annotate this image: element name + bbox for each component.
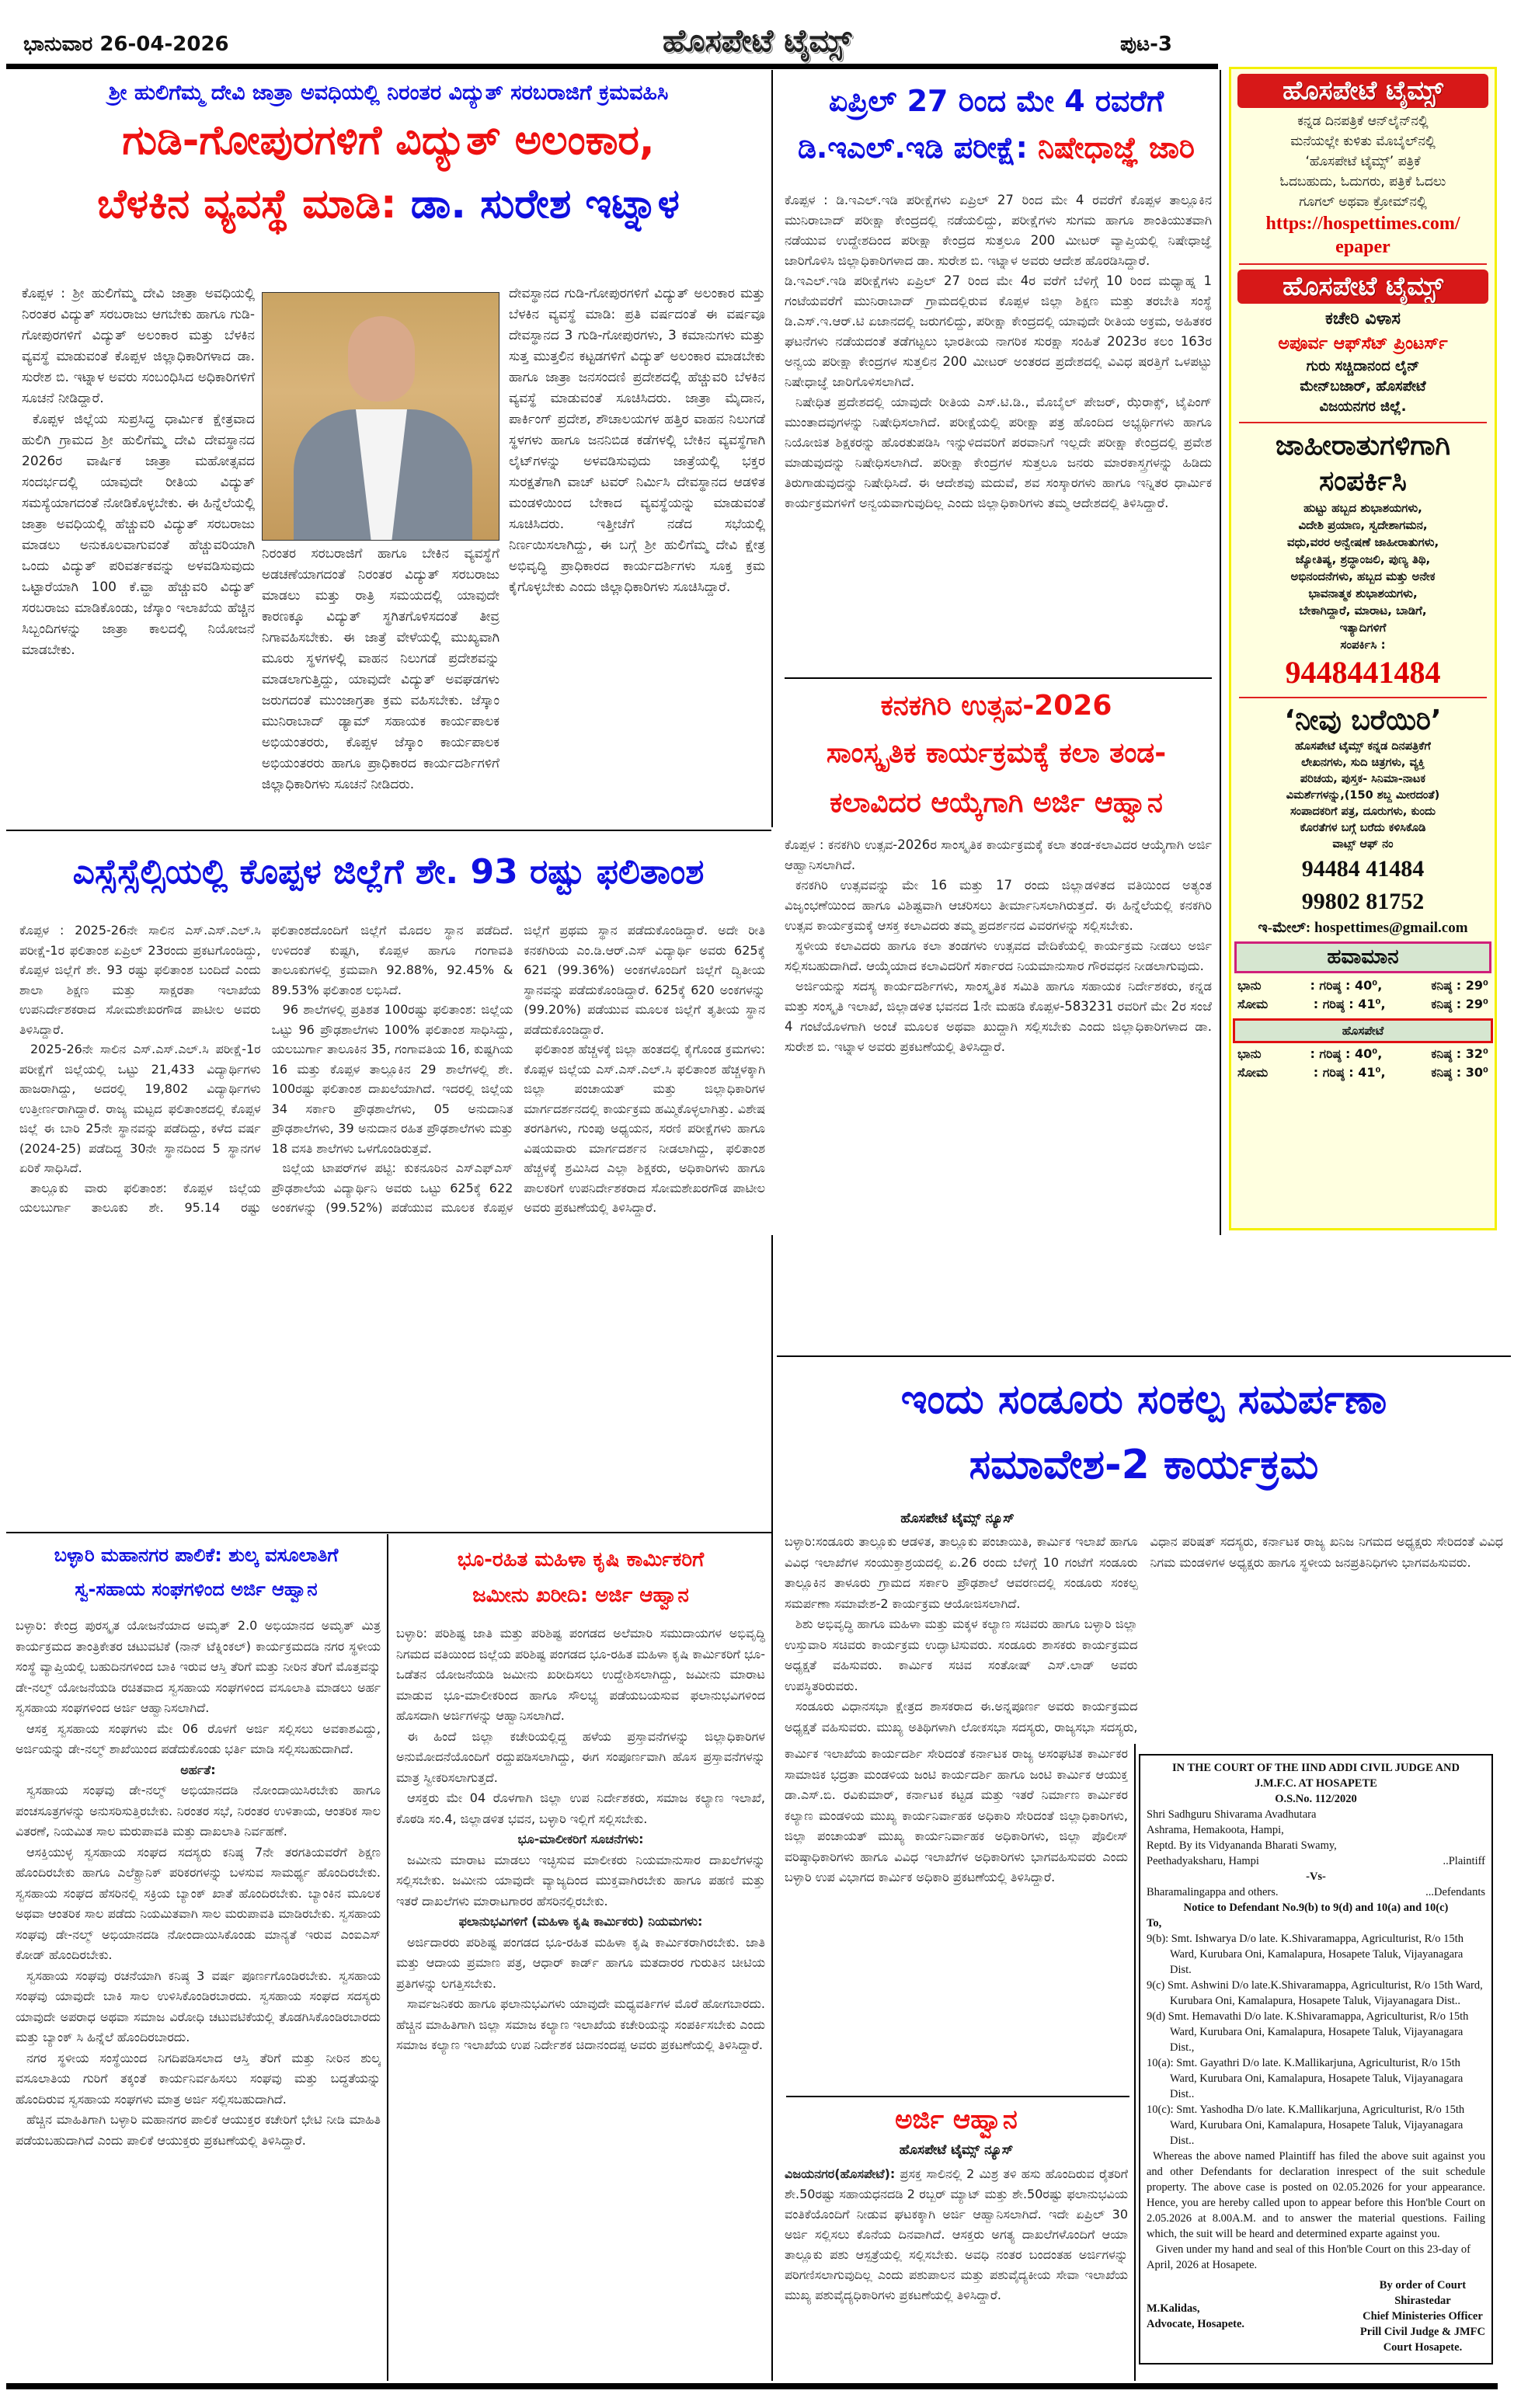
article-3-headline-line3: ಕಲಾವಿದರ ಆಯ್ಕೆಗಾಗಿ ಅರ್ಜಿ ಆಹ್ವಾನ (830, 787, 1163, 819)
weather-day: ಭಾನು (1237, 1046, 1262, 1061)
order-line: Prill Civil Judge & JMFC (1359, 2326, 1485, 2338)
article-3-body (785, 835, 1212, 1352)
article-6-paragraph: ಸಾರ್ವಜನಿಕರು ಹಾಗೂ ಫಲಾನುಭವಿಗಳು ಯಾವುದೇ ಮಧ್ಯವರ್ತಿಗಳ ಮೊರೆ ಹೋಗಬಾರದು. ಹೆಚ್ಚಿನ ಮಾಹಿತಿಗಾಗಿ ಜಿಲ್ಲಾ ಸಮಾಜ ಕಲ್ಯಾಣ ಇಲಾಖೆಯ ಕಚೇರಿಯನ್ನು ಸಂಪರ್ಕಿಸಬೇಕು ಎಂದು ಸಮಾಜ ಕಲ್ಯಾಣ ಇಲಾಖೆಯ ಉಪ ನಿರ್ದೇಶಕ ಚಿದಾನಂದಪ್ಪ ಅವರು ಪ್ರಕಟಣೆಯಲ್ಲಿ ತಿಳಿಸಿದ್ದಾರೆ. (396, 1996, 765, 2052)
footer-rule (6, 2383, 1498, 2389)
court-title-line1: IN THE COURT OF THE IIND ADDI CIVIL JUDGE AND (1172, 1762, 1460, 1774)
plaintiff-line: Ashrama, Hemakoota, Hampi, (1147, 1824, 1284, 1836)
addressee: 10(c): Smt. Yashodha D/o late. K.Mallikarjuna, Agriculturist, R/o 15th Ward, Kurubara Oni, Kamalapura, Hosapete Taluk, Vijayanagara Dist.. (1147, 2104, 1465, 2147)
article-7-header (777, 1367, 1511, 1503)
article-7-paragraph: ಕಾರ್ಮಿಕ ಇಲಾಖೆಯ ಕಾರ್ಯದರ್ಶಿ ಸೇರಿದಂತೆ ಕರ್ನಾಟಕ ರಾಜ್ಯ ಅಸಂಘಟಿತ ಕಾರ್ಮಿಕರ ಸಾಮಾಜಿಕ ಭದ್ರತಾ ಮಂಡಳಿಯ ಜಂಟಿ ಕಾರ್ಯದರ್ಶಿ ಹಾಗೂ ಜಂಟಿ ಕಾರ್ಮಿಕ ಆಯುಕ್ತ ಡಾ.ಎಸ್.ಬಿ. ರವಿಕುಮಾರ್, ಕರ್ನಾಟಕ ಕಟ್ಟಡ ಮತ್ತು ಇತರೆ ನಿರ್ಮಾಣ ಕಾರ್ಮಿಕರ ಕಲ್ಯಾಣ ಮಂಡಳಿಯ ಮುಖ್ಯ ಕಾರ್ಯನಿರ್ವಾಹಕ ಅಧಿಕಾರಿ ಸೇರಿದಂತೆ ಜಿಲ್ಲಾಧಿಕಾರಿಗಳು, ಜಿಲ್ಲಾ ಪಂಚಾಯತ್ ಮುಖ್ಯ ಕಾರ್ಯನಿರ್ವಾಹಕ ಅಧಿಕಾರಿಗಳು, ಜಿಲ್ಲಾ ಪೊಲೀಸ್ ವರಿಷ್ಠಾಧಿಕಾರಿಗಳು ಹಾಗೂ ವಿವಿಧ ಇಲಾಖೆಗಳ ಅಧಿಕಾರಿಗಳು ಭಾಗವಹಿಸುವರು ಎಂದು ಬಳ್ಳಾರಿ ಉಪ ವಿಭಾಗದ ಕಾರ್ಮಿಕ ಅಧಿಕಾರಿ ಪ್ರಕಟಣೆಯಲ್ಲಿ ತಿಳಿಸಿದ್ದಾರೆ. (785, 1746, 1128, 1884)
whatsapp-number-2: 99802 81752 (1301, 889, 1425, 914)
article-5-paragraph: ಸ್ವಸಹಾಯ ಸಂಘವು ರಚನೆಯಾಗಿ ಕನಿಷ್ಠ 3 ವರ್ಷ ಪೂರ್ಣಗೊಂಡಿರಬೇಕು. ಸ್ವಸಹಾಯ ಸಂಘವು ಯಾವುದೇ ಬಾಕಿ ಸಾಲ ಉಳಿಸಿಕೊಂಡಿರಬಾರದು. ಸ್ವಸಹಾಯ ಸಂಘದ ಸದಸ್ಯರು ಯಾವುದೇ ಅಪರಾಧ ಅಥವಾ ಸಮಾಜ ವಿರೋಧಿ ಚಟುವಟಿಕೆಯಲ್ಲಿ ತೊಡಗಿಸಿಕೊಂಡಿರಬಾರದು ಮತ್ತು ಬ್ಯಾಂಕ್ ಸಿ ಹಿನ್ನೆಲೆ ಹೊಂದಿರಬಾರದು. (16, 1968, 381, 2044)
notice-given: Given under my hand and seal of this Hon'ble Court on this 23-day of April, 2026 at Hosapete. (1147, 2243, 1470, 2271)
article-6-headline-line1: ಭೂ-ರಹಿತ ಮಹಿಳಾ ಕೃಷಿ ಕಾರ್ಮಿಕರಿಗೆ (457, 1548, 705, 1571)
address-line: ಮೇನ್‌ಬಜಾರ್, ಹೊಸಪೇಟೆ (1300, 378, 1426, 395)
plaintiff-line: Reptd. By its Vidyananda Bharati Swamy, (1147, 1839, 1337, 1852)
weather-row (1231, 976, 1495, 995)
article-6-paragraph: ಈ ಹಿಂದೆ ಜಿಲ್ಲಾ ಕಚೇರಿಯಲ್ಲಿದ್ದ ಹಳೆಯ ಪ್ರಸ್ತಾವನೆಗಳನ್ನು ಜಿಲ್ಲಾಧಿಕಾರಿಗಳ ಅನುಮೋದನೆಯೊಂದಿಗೆ ರದ್ದುಪಡಿಸಲಾಗಿದ್ದು, ಈಗ ಸಂಪೂರ್ಣವಾಗಿ ಹೊಸ ಪ್ರಸ್ತಾವನೆಗಳನ್ನು ಮಾತ್ರ ಸ್ವೀಕರಿಸಲಾಗುತ್ತದೆ. (396, 1728, 765, 1785)
article-1-headline-line2-blue: ಡಾ. ಸುರೇಶ ಇಟ್ನಾಳ (410, 181, 680, 228)
article-1-headline-line2-red: ಬೆಳಕಿನ ವ್ಯವಸ್ಥೆ ಮಾಡಿ: (97, 181, 397, 228)
plaintiff-line: Shri Sadhguru Shivarama Avadhutara (1147, 1808, 1317, 1821)
sidebar-divider (1239, 263, 1487, 265)
column-divider (1134, 1744, 1136, 2381)
article-2-body (785, 190, 1212, 676)
weather-city-title: ಹೊಸಪೇಟೆ (1233, 1018, 1493, 1043)
article-1-paragraph: ದೇವಸ್ಥಾನದ ಗುಡಿ-ಗೋಪುರಗಳಿಗೆ ವಿದ್ಯುತ್ ಅಲಂಕಾರ ಮತ್ತು ಬೆಳಕಿನ ವ್ಯವಸ್ಥೆ ಮಾಡಿ: ಪ್ರತಿ ವರ್ಷದಂತೆ ಈ ವರ್ಷವೂ ದೇವಸ್ಥಾನದ 3 ಗುಡಿ-ಗೋಪುರಗಳು, 3 ಕಮಾನುಗಳು ಮತ್ತು ಸುತ್ತ ಮುತ್ತಲಿನ ಕಟ್ಟಡಗಳಿಗೆ ವಿದ್ಯುತ್ ಅಲಂಕಾರ ಮಾಡಬೇಕು ಹಾಗೂ ಜಾತ್ರಾ ಜನಸಂದಣಿ ಪ್ರದೇಶದಲ್ಲಿ ಹೆಚ್ಚುವರಿ ಬೆಳಕಿನ ವ್ಯವಸ್ಥೆ ಮಾಡುವಂತೆ ಸೂಚಿಸಿದರು. ಜಾತ್ರಾ ಮೈದಾನ, ಪಾರ್ಕಿಂಗ್ ಪ್ರದೇಶ, ಶೌಚಾಲಯಗಳ ಹತ್ತಿರ ವಾಹನ ನಿಲುಗಡೆ ಸ್ಥಳಗಳು ಹಾಗೂ ಜನನಿಬಿಡ ಕಡೆಗಳಲ್ಲಿ ಬೇಕಿನ ವ್ಯವಸ್ಥೆಗಾಗಿ ಲೈಟ್‌ಗಳನ್ನು ಅಳವಡಿಸುವುದು ಜಾತ್ರೆಯಲ್ಲಿ ಭಕ್ತರ ಸುರಕ್ಷತೆಗಾಗಿ ವಾಚ್ ಟವರ್ ನಿರ್ಮಿಸಿ ದೇವಸ್ಥಾನದ ಆಡಳಿತ ಮಂಡಳಿಯಿಂದ ಬೇಕಾದ ವ್ಯವಸ್ಥೆಯನ್ನು ಮಾಡುವಂತೆ ಸೂಚಿಸಿದರು. ಇತ್ತೀಚೆಗೆ ನಡೆದ ಸಭೆಯಲ್ಲಿ ನಿರ್ಣಯಿಸಲಾಗಿದ್ದು, ಈ ಬಗ್ಗೆ ಶ್ರೀ ಹುಲಿಗೆಮ್ಮ ದೇವಿ ಕ್ಷೇತ್ರ ಅಭಿವೃದ್ಧಿ ಪ್ರಾಧಿಕಾರದ ಕಾರ್ಯದರ್ಶಿಗಳು ಸೂಕ್ತ ಕ್ರಮ ಕೈಗೊಳ್ಳಬೇಕು ಎಂದು ಜಿಲ್ಲಾಧಿಕಾರಿಗಳು ಸೂಚಿಸಿದ್ದಾರೆ. (509, 286, 765, 595)
article-5-headline-line1: ಬಳ್ಳಾರಿ ಮಹಾನಗರ ಪಾಲಿಕೆ: ಶುಲ್ಕ ವಸೂಲಾತಿಗೆ (54, 1544, 339, 1566)
defendants-label: ...Defendants (1425, 1886, 1485, 1898)
article-3-headline-line1: ಕನಕಗಿರಿ ಉತ್ಸವ-2026 (880, 690, 1112, 722)
article-1-headline-line1: ಗುಡಿ-ಗೋಪುರಗಳಿಗೆ ವಿದ್ಯುತ್ ಅಲಂಕಾರ, (122, 117, 655, 164)
column-divider (771, 70, 773, 827)
page-number: ಪುಟ-3 (1119, 33, 1172, 56)
write-line: ವಿಮರ್ಶೆಗಳನ್ನು,(150 ಶಬ್ದ ಮೀರದಂತೆ) (1286, 789, 1440, 802)
article-6-paragraph: ಆಸಕ್ತರು ಮೇ 04 ರೊಳಗಾಗಿ ಜಿಲ್ಲಾ ಉಪ ನಿರ್ದೇಶಕರು, ಸಮಾಜ ಕಲ್ಯಾಣ ಇಲಾಖೆ, ಕೊಠಡಿ ಸಂ.4, ಜಿಲ್ಲಾಡಳಿತ ಭವನ, ಬಳ್ಳಾರಿ ಇಲ್ಲಿಗೆ ಸಲ್ಲಿಸಬೇಕು. (396, 1790, 765, 1826)
article-2-headline-line2-blue: ಡಿ.ಇಎಲ್.ಇಡಿ ಪರೀಕ್ಷೆ: (797, 130, 1028, 165)
ads-line: ವಧು,ವರರ ಅನ್ವೇಷಣೆ ಜಾಹೀರಾತುಗಳು, (1286, 535, 1439, 549)
order-line: Chief Ministeries Officer (1363, 2310, 1483, 2323)
article-6-paragraph: ಜಮೀನು ಮಾರಾಟ ಮಾಡಲು ಇಚ್ಛಿಸುವ ಮಾಲೀಕರು ನಿಯಮಾನುಸಾರ ದಾಖಲೆಗಳನ್ನು ಸಲ್ಲಿಸಬೇಕು. ಜಮೀನು ಯಾವುದೇ ವ್ಯಾಜ್ಯದಿಂದ ಮುಕ್ತವಾಗಿರಬೇಕು ಹಾಗೂ ಪಹಣಿ ಮತ್ತು ಇತರೆ ದಾಖಲೆಗಳು ಮಾರಾಟಗಾರರ ಹೆಸರಿನಲ್ಲಿರಬೇಕು. (396, 1852, 765, 1909)
article-5-subhead: ಅರ್ಹತೆ: (180, 1762, 216, 1777)
section-divider (785, 677, 1212, 679)
article-6-paragraph: ಬಳ್ಳಾರಿ: ಪರಿಶಿಷ್ಟ ಜಾತಿ ಮತ್ತು ಪರಿಶಿಷ್ಟ ಪಂಗಡದ ಅಲೆಮಾರಿ ಸಮುದಾಯಗಳ ಅಭಿವೃದ್ಧಿ ನಿಗಮದ ವತಿಯಿಂದ ಜಿಲ್ಲೆಯ ಪರಿಶಿಷ್ಟ ಪಂಗಡದ ಭೂ-ರಹಿತ ಮಹಿಳಾ ಕೃಷಿ ಕಾರ್ಮಿಕರಿಗೆ ಭೂ-ಒಡೆತನ ಯೋಜನೆಯಡಿ ಜಮೀನು ಖರೀದಿಸಲು ಉದ್ದೇಶಿಸಲಾಗಿದ್ದು, ಜಮೀನು ಮಾರಾಟ ಮಾಡುವ ಭೂ-ಮಾಲೀಕರಿಂದ ಹಾಗೂ ಸೌಲಭ್ಯ ಪಡೆಯಬಯಸುವ ಫಲಾನುಭವಿಗಳಿಂದ ಹೊಸದಾಗಿ ಅರ್ಜಿಗಳನ್ನು ಆಹ್ವಾನಿಸಲಾಗಿದೆ. (396, 1626, 765, 1723)
weather-min: ಕನಿಷ್ಠ : 30⁰ (1431, 1065, 1488, 1080)
ads-line: ಸಂಪರ್ಕಿಸಿ : (1340, 638, 1386, 652)
article-4-paragraph: ತಾಲ್ಲೂಕು ವಾರು ಫಲಿತಾಂಶ: ಕೊಪ್ಪಳ ಜಿಲ್ಲೆಯ ಯಲಬುರ್ಗಾ ತಾಲೂಕು ಶೇ. 95.14 ರಷ್ಟು ಫಲಿತಾಂಶದೊಂದಿಗೆ ಜಿಲ್ಲೆಗೆ ಮೊದಲ ಸ್ಥಾನ ಪಡೆದಿದೆ. ಉಳಿದಂತೆ ಕುಷ್ಟಗಿ, ಕೊಪ್ಪಳ ಹಾಗೂ ಗಂಗಾವತಿ ತಾಲೂಕುಗಳಲ್ಲಿ ಕ್ರಮವಾಗಿ 92.88%, 92.45% & 89.53% ಫಲಿತಾಂಶ ಲಭಿಸಿದೆ. (19, 923, 513, 1215)
sidebar-promo-line: ಮನೆಯಲ್ಲೇ ಕುಳಿತು ಮೊಬೈಲ್‌ನಲ್ಲಿ (1290, 134, 1436, 149)
article-5-paragraph: ಬಳ್ಳಾರಿ: ಕೇಂದ್ರ ಪುರಸ್ಕೃತ ಯೋಜನೆಯಾದ ಅಮೃತ್ 2.0 ಅಭಿಯಾನದ ಅಮೃತ್ ಮಿತ್ರ ಕಾರ್ಯಕ್ರಮದ ತಾಂತ್ರಿಕೇತರ ಚಟುವಟಿಕೆ (ನಾನ್ ಟೆಕ್ನಿಂಕಲ್) ಕಾರ್ಯಕ್ರಮದಡಿ ನಗರ ಸ್ಥಳೀಯ ಸಂಸ್ಥೆ ವ್ಯಾಪ್ತಿಯಲ್ಲಿ ಬಹುದಿನಗಳಿಂದ ಬಾಕಿ ಇರುವ ಆಸ್ತಿ ತೆರಿಗೆ ಮತ್ತು ನೀರಿನ ತೆರಿಗೆ ಮೊತ್ತವನ್ನು ಡೇ-ನಲ್ಮ್ ಯೋಜನೆಯಡಿ ರಚಿತವಾದ ಸ್ವಸಹಾಯ ಸಂಘಗಳಿಂದ ವಸೂಲಾತಿ ಮಾಡಲು ಅರ್ಹ ಸ್ವಸಹಾಯ ಸಂಘಗಳಿಂದ ಅರ್ಜಿ ಆಹ್ವಾನಿಸಲಾಗಿದೆ. (16, 1618, 381, 1715)
article-5-body (16, 1616, 381, 2377)
article-1-body-col3 (509, 284, 765, 827)
article-6-headline-line2: ಜಮೀನು ಖರೀದಿ: ಅರ್ಜಿ ಆಹ್ವಾನ (472, 1584, 689, 1607)
article-1-body-col1 (22, 284, 255, 827)
article-3-paragraph: ಕನಕಗಿರಿ ಉತ್ಸವವನ್ನು ಮೇ 16 ಮತ್ತು 17 ರಂದು ಜಿಲ್ಲಾಡಳಿತದ ವತಿಯಿಂದ ಅತ್ಯಂತ ವಿಜೃಂಭಣೆಯಿಂದ ಹಾಗೂ ವಿಶಿಷ್ಟವಾಗಿ ಆಚರಿಸಲು ತೀರ್ಮಾನಿಸಲಾಗಿರುತ್ತದೆ. ಈ ಹಿನ್ನೆಲೆಯಲ್ಲಿ ಕನಕಗಿರಿ ಉತ್ಸವ ಕಾರ್ಯಕ್ರಮಕ್ಕೆ ಆಸಕ್ತ ಕಲಾವಿದರು ತಮ್ಮ ಪ್ರದರ್ಶನದ ವಿವರಗಳನ್ನು ಸಲ್ಲಿಸಬೇಕು. (785, 878, 1212, 933)
sidebar-promo-line: ‘ಹೊಸಪೇಟೆ ಟೈಮ್ಸ್’ ಪತ್ರಿಕೆ (1305, 154, 1421, 169)
article-6-header (392, 1542, 769, 1620)
whatsapp-number-1: 94484 41484 (1301, 856, 1425, 882)
column-divider (1220, 70, 1221, 1235)
weather-max: : ಗರಿಷ್ಠ : 40⁰, (1310, 978, 1383, 993)
article-6-body (396, 1623, 765, 2377)
photo-head (348, 316, 415, 402)
ads-line: ಹುಟ್ಟು ಹಬ್ಬದ ಶುಭಾಶಯಗಳು, (1303, 501, 1422, 515)
case-number: O.S.No. 112/2020 (1275, 1793, 1357, 1805)
weather-max: : ಗರಿಷ್ಠ : 40⁰, (1310, 1046, 1383, 1061)
article-4-paragraph: ಫಲಿತಾಂಶ ಹೆಚ್ಚಳಕ್ಕೆ ಜಿಲ್ಲಾ ಹಂತದಲ್ಲಿ ಕೈಗೊಂಡ ಕ್ರಮಗಳು: ಕೊಪ್ಪಳ ಜಿಲ್ಲೆಯ ಎಸ್.ಎಸ್.ಎಲ್.ಸಿ ಫಲಿತಾಂಶ ಹೆಚ್ಚಳಕ್ಕಾಗಿ ಜಿಲ್ಲಾ ಪಂಚಾಯತ್ ಮತ್ತು ಜಿಲ್ಲಾಧಿಕಾರಿಗಳ ಮಾರ್ಗದರ್ಶನದಲ್ಲಿ ಕಾರ್ಯಕ್ರಮ ಹಮ್ಮಿಕೊಳ್ಳಲಾಗಿತ್ತು. ವಿಶೇಷ ತರಗತಿಗಳು, ಗುಂಪು ಅಧ್ಯಯನ, ಸರಣಿ ಪರೀಕ್ಷೆಗಳು ಹಾಗೂ ವಿಷಯವಾರು ಮಾರ್ಗದರ್ಶನ ನೀಡಲಾಗಿದ್ದು, ಫಲಿತಾಂಶ ಹೆಚ್ಚಳಕ್ಕೆ ಶ್ರಮಿಸಿದ ಎಲ್ಲಾ ಶಿಕ್ಷಕರು, ಅಧಿಕಾರಿಗಳು ಹಾಗೂ ಪಾಲಕರಿಗೆ ಉಪನಿರ್ದೇಶಕರಾದ ಸೋಮಶೇಖರಗೌಡ ಪಾಟೀಲ ಅವರು ಪ್ರಕಟಣೆಯಲ್ಲಿ ತಿಳಿಸಿದ್ದಾರೆ. (524, 1042, 765, 1215)
court-title-line2: J.M.F.C. AT HOSAPETE (1255, 1777, 1377, 1790)
weather-day: ಸೋಮ (1237, 1065, 1269, 1080)
article-5-paragraph: ಹೆಚ್ಚಿನ ಮಾಹಿತಿಗಾಗಿ ಬಳ್ಳಾರಿ ಮಹಾನಗರ ಪಾಲಿಕೆ ಆಯುಕ್ತರ ಕಚೇರಿಗೆ ಭೇಟಿ ನೀಡಿ ಮಾಹಿತಿ ಪಡೆಯಬಹುದಾಗಿದೆ ಎಂದು ಪಾಲಿಕೆ ಆಯುಕ್ತರು ಪ್ರಕಟಣೆಯಲ್ಲಿ ತಿಳಿಸಿದ್ದಾರೆ. (16, 2112, 381, 2148)
section-divider (6, 1532, 771, 1533)
epaper-url-line1[interactable]: https://hospettimes.com/ (1265, 214, 1460, 234)
addressee: 9(b): Smt. Ishwarya D/o late. K.Shivaramappa, Agriculturist, R/o 15th Ward, Kurubara Oni, Kamalapura, Hosapete Taluk, Vijayanagara Dist. (1147, 1933, 1464, 1976)
column-divider (387, 1534, 388, 2381)
article-8-body (785, 2164, 1128, 2380)
court-notice (1139, 1754, 1493, 2365)
weather-city-row (1231, 1045, 1495, 1063)
ads-line: ಇತ್ಯಾದಿಗಳಿಗೆ (1339, 621, 1387, 635)
order-line: Shirastedar (1394, 2295, 1451, 2307)
ads-phone-number: 9448441484 (1285, 655, 1441, 690)
article-5-header (8, 1538, 385, 1612)
section-divider (6, 830, 771, 831)
weather-day: ಭಾನು (1237, 978, 1262, 993)
weather-title: ಹವಾಮಾನ (1234, 941, 1491, 973)
notice-heading: Notice to Defendant No.9(b) to 9(d) and 10(a) and 10(c) (1183, 1902, 1449, 1914)
write-to-us-title: ‘ನೀವು ಬರೆಯಿರಿ’ (1284, 705, 1442, 736)
article-2-paragraph: ಕೊಪ್ಪಳ : ಡಿ.ಇಎಲ್.ಇಡಿ ಪರೀಕ್ಷೆಗಳು ಏಪ್ರಿಲ್ 27 ರಿಂದ ಮೇ 4 ರವರೆಗೆ ಕೊಪ್ಪಳ ತಾಲ್ಲೂಕಿನ ಮುನಿರಾಬಾದ್ ಪರೀಕ್ಷಾ ಕೇಂದ್ರದಲ್ಲಿ ನಡೆಯಲಿದ್ದು, ಪರೀಕ್ಷೆಗಳು ಸುಗಮ ಹಾಗೂ ಶಾಂತಿಯುತವಾಗಿ ನಡೆಯುವ ಉದ್ದೇಶದಿಂದ ಪರೀಕ್ಷಾ ಕೇಂದ್ರದ ಸುತ್ತಲೂ 200 ಮೀಟರ್ ವ್ಯಾಪ್ತಿಯಲ್ಲಿ ನಿಷೇಧಾಜ್ಞೆ ಜಾರಿಗೊಳಿಸಿ ಜಿಲ್ಲಾಧಿಕಾರಿಗಳಾದ ಡಾ. ಸುರೇಶ ಬಿ. ಇಟ್ನಾಳ ಅವರು ಆದೇಶ ಹೊರಡಿಸಿದ್ದಾರೆ. (785, 193, 1212, 268)
article-1-body-col2 (262, 544, 499, 827)
article-2-header (777, 78, 1216, 202)
addressee: 9(c) Smt. Ashwini D/o late.K.Shivaramappa, Agriculturist, R/o 15th Ward, Kurubara Oni, Kamalapura, Hosapete Taluk, Vijayanagara Dist.. (1147, 1979, 1483, 2007)
article-1-paragraph: ನಿರಂತರ ಸರಬರಾಜಿಗೆ ಹಾಗೂ ಬೇಕಿನ ವ್ಯವಸ್ಥೆಗೆ ಅಡಚಣೆಯಾಗದಂತೆ ನಿರಂತರ ವಿದ್ಯುತ್ ಸರಬರಾಜು ಮಾಡಲು ಮತ್ತು ರಾತ್ರಿ ಸಮಯದಲ್ಲಿ ಯಾವುದೇ ಕಾರಣಕ್ಕೂ ವಿದ್ಯುತ್ ಸ್ಥಗಿತಗೊಳಿಸದಂತೆ ತೀವ್ರ ನಿಗಾವಹಿಸಬೇಕು. ಈ ಜಾತ್ರೆ ವೇಳೆಯಲ್ಲಿ ಮುಖ್ಯವಾಗಿ ಮೂರು ಸ್ಥಳಗಳಲ್ಲಿ ವಾಹನ ನಿಲುಗಡೆ ಪ್ರದೇಶವನ್ನು ಮಾಡಲಾಗುತ್ತಿದ್ದು, ಯಾವುದೇ ವಿದ್ಯುತ್ ಅವಘಡಗಳು ಜರುಗದಂತೆ ಮುಂಜಾಗ್ರತಾ ಕ್ರಮ ವಹಿಸಬೇಕು. ಜೆಸ್ಕಾಂ ಮುನಿರಾಬಾದ್ ಡ್ಯಾಮ್ ಸಹಾಯಕ ಕಾರ್ಯಪಾಲಕ ಅಭಿಯಂತರರು, ಕೊಪ್ಪಳ ಜೆಸ್ಕಾಂ ಕಾರ್ಯಪಾಲಕ ಅಭಿಯಂತರರು ಹಾಗೂ ಪ್ರಾಧಿಕಾರದ ಕಾರ್ಯದರ್ಶಿಗಳಿಗೆ ಜಿಲ್ಲಾಧಿಕಾರಿಗಳು ಸೂಚನೆ ನೀಡಿದರು. (262, 546, 499, 792)
weather-min: ಕನಿಷ್ಠ : 29⁰ (1431, 978, 1488, 993)
sidebar-logo: ಹೊಸಪೇಟೆ ಟೈಮ್ಸ್ (1237, 74, 1488, 108)
ads-line: ಬೇಕಾಗಿದ್ದಾರೆ, ಮಾರಾಟ, ಬಾಡಿಗೆ, (1299, 604, 1427, 618)
write-line: ಪರಿಚಯ, ಪುಸ್ತಕ- ಸಿನಿಮಾ-ನಾಟಕ (1300, 773, 1426, 785)
article-7-body (785, 1532, 1503, 1742)
article-5-headline-line2: ಸ್ವ-ಸಹಾಯ ಸಂಘಗಳಿಂದ ಅರ್ಜಿ ಆಹ್ವಾನ (75, 1578, 318, 1600)
article-7-paragraph: ಶಿಶು ಅಭಿವೃದ್ಧಿ ಹಾಗೂ ಮಹಿಳಾ ಮತ್ತು ಮಕ್ಕಳ ಕಲ್ಯಾಣ ಸಚಿವರು ಹಾಗೂ ಬಳ್ಳಾರಿ ಜಿಲ್ಲಾ ಉಸ್ತುವಾರಿ ಸಚಿವರು ಕಾರ್ಯಕ್ರಮ ಉದ್ಘಾಟಿಸುವರು. ಸಂಡೂರು ಶಾಸಕರು ಕಾರ್ಯಕ್ರಮದ ಅಧ್ಯಕ್ಷತೆ ವಹಿಸುವರು. ಕಾರ್ಮಿಕ ಸಚಿವ ಸಂತೋಷ್ ಎಸ್.ಲಾಡ್ ಅವರು ಉಪಸ್ಥಿತರಿರುವರು. (785, 1616, 1138, 1693)
article-1-kicker: ಶ್ರೀ ಹುಲಿಗೆಮ್ಮ ದೇವಿ ಜಾತ್ರಾ ಅವಧಿಯಲ್ಲಿ ನಿರಂತರ ವಿದ್ಯುತ್ ಸರಬರಾಜಿಗೆ ಕ್ರಮವಹಿಸಿ (108, 81, 669, 105)
write-line: ಹೊಸಪೇಟೆ ಟೈಮ್ಸ್ ಕನ್ನಡ ದಿನಪತ್ರಿಕೆಗೆ (1295, 740, 1431, 753)
addressee: 10(a): Smt. Gayathri D/o late. K.Mallikarjuna, Agriculturist, R/o 15th Ward, Kurubara Oni, Kamalapura, Hosapete Taluk, Vijayanagara Dist.. (1147, 2057, 1464, 2100)
address-line: ಗುರು ಸಚ್ಚಿದಾನಂದ ಲೈನ್ (1306, 358, 1420, 374)
ads-line: ವಿದೇಶಿ ಪ್ರಯಾಣ, ಸ್ವದೇಶಾಗಮನ, (1298, 518, 1428, 532)
ads-line: ಅಭಿನಂದನೆಗಳು, ಹಬ್ಬದ ಮತ್ತು ಅನೇಕ (1290, 569, 1436, 583)
official-portrait-photo (262, 292, 499, 541)
weather-max: : ಗರಿಷ್ಠ : 41⁰, (1313, 1065, 1386, 1080)
ads-line: ಜ್ಯೋತಿಷ್ಯ, ಶ್ರದ್ಧಾಂಜಲಿ, ಪುಣ್ಯ ತಿಥಿ, (1295, 552, 1431, 566)
newspaper-title: ಹೊಸಪೇಟೆ ಟೈಮ್ಸ್ (662, 23, 852, 59)
article-4-headline: ಎಸ್ಸೆಸ್ಸೆಲ್ಸಿಯಲ್ಲಿ ಕೊಪ್ಪಳ ಜಿಲ್ಲೆಗೆ ಶೇ. 93 ರಷ್ಟು ಫಲಿತಾಂಶ (72, 852, 705, 892)
article-4-paragraph: ಕೊಪ್ಪಳ : 2025-26ನೇ ಸಾಲಿನ ಎಸ್.ಎಸ್.ಎಲ್.ಸಿ ಪರೀಕ್ಷೆ-1ರ ಫಲಿತಾಂಶ ಏಪ್ರಿಲ್ 23ರಂದು ಪ್ರಕಟಗೊಂಡಿದ್ದು, ಕೊಪ್ಪಳ ಜಿಲ್ಲೆಗೆ ಶೇ. 93 ರಷ್ಟು ಫಲಿತಾಂಶ ಬಂದಿದೆ ಎಂದು ಶಾಲಾ ಶಿಕ್ಷಣ ಮತ್ತು ಸಾಕ್ಷರತಾ ಇಲಾಖೆಯ ಉಪನಿರ್ದೇಶಕರಾದ ಸೋಮಶೇಖರಗೌಡ ಪಾಟೀಲ ಅವರು ತಿಳಿಸಿದ್ದಾರೆ. (19, 923, 261, 1037)
sidebar-promo-line: ಕನ್ನಡ ದಿನಪತ್ರಿಕೆ ಆನ್‌ಲೈನ್‌ನಲ್ಲಿ (1297, 113, 1429, 129)
advocate-name: M.Kalidas, (1147, 2302, 1200, 2315)
write-line: ಲೇಖನಗಳು, ಸುದಿ ಚಿತ್ರಗಳು, ವ್ಯಕ್ತಿ (1301, 757, 1425, 769)
article-8-dateline: ವಿಜಯನಗರ(ಹೊಸಪೇಟೆ): (785, 2166, 896, 2181)
article-7-headline-line2: ಸಮಾವೇಶ-2 ಕಾರ್ಯಕ್ರಮ (969, 1442, 1319, 1488)
article-8-byline: ಹೊಸಪೇಟೆ ಟೈಮ್ಸ್ ನ್ಯೂಸ್ (899, 2142, 1014, 2158)
article-5-paragraph: ಸ್ವಸಹಾಯ ಸಂಘವು ಡೇ-ನಲ್ಮ್ ಅಭಿಯಾನದಡಿ ನೋಂದಾಯಿಸಿರಬೇಕು ಹಾಗೂ ಪಂಚಸೂತ್ರಗಳನ್ನು ಅನುಸರಿಸುತ್ತಿರಬೇಕು. ನಿರಂತರ ಸಭೆ, ನಿರಂತರ ಉಳಿತಾಯ, ಆಂತರಿಕ ಸಾಲ ವಿತರಣೆ, ನಿಯಮಿತ ಸಾಲ ಮರುಪಾವತಿ ಮತ್ತು ದಾಖಲಾತಿ ನಿರ್ವಹಣೆ. (16, 1783, 381, 1839)
article-8-headline: ಅರ್ಜಿ ಆಹ್ವಾನ (895, 2104, 1018, 2135)
article-3-headline-line2: ಸಾಂಸ್ಕೃತಿಕ ಕಾರ್ಯಕ್ರಮಕ್ಕೆ ಕಲಾ ತಂಡ- (826, 737, 1167, 769)
weather-day: ಸೋಮ (1237, 997, 1269, 1011)
article-3-paragraph: ಸ್ಥಳೀಯ ಕಲಾವಿದರು ಹಾಗೂ ಕಲಾ ತಂಡಗಳು ಉತ್ಸವದ ವೇದಿಕೆಯಲ್ಲಿ ಕಾರ್ಯಕ್ರಮ ನೀಡಲು ಅರ್ಜಿ ಸಲ್ಲಿಸಬಹುದಾಗಿದೆ. ಆಯ್ಕೆಯಾದ ಕಲಾವಿದರಿಗೆ ಸರ್ಕಾರದ ನಿಯಮಾನುಸಾರ ಗೌರವಧನ ನೀಡಲಾಗುವುದು. (785, 938, 1212, 973)
article-5-paragraph: ಆಸಕ್ತಿಯುಳ್ಳ ಸ್ವಸಹಾಯ ಸಂಘದ ಸದಸ್ಯರು ಕನಿಷ್ಠ 7ನೇ ತರಗತಿಯವರೆಗೆ ಶಿಕ್ಷಣ ಹೊಂದಿರಬೇಕು ಹಾಗೂ ಎಲೆಕ್ಟ್ರಾನಿಕ್ ಪರಿಕರಗಳನ್ನು ಬಳಸುವ ಸಾಮರ್ಥ್ಯ ಹೊಂದಿರಬೇಕು. ಸ್ವಸಹಾಯ ಸಂಘದ ಹೆಸರಿನಲ್ಲಿ ಸಕ್ರಿಯ ಬ್ಯಾಂಕ್ ಖಾತೆ ಹೊಂದಿರಬೇಕು. ಬ್ಯಾಂಕಿನ ಮೂಲಕ ಅಥವಾ ಆಂತರಿಕ ಸಾಲ ಪಡೆದು ನಿಯಮಿತವಾಗಿ ಸಾಲ ಮರುಪಾವತಿ ಮಾಡಿರಬೇಕು. ಸ್ವಸಹಾಯ ಸಂಘವು ಡೇ-ನಲ್ಮ್ ಅಭಿಯಾನದಡಿ ನೋಂದಾಯಿಸಿಕೊಂಡು ಮಾನ್ಯತೆ ಇರುವ ಎಂಐಎಸ್ ಕೋಡ್ ಹೊಂದಿರಬೇಕು. (16, 1844, 381, 1962)
article-5-paragraph: ನಗರ ಸ್ಥಳೀಯ ಸಂಸ್ಥೆಯಿಂದ ನಿಗದಿಪಡಿಸಲಾದ ಆಸ್ತಿ ತೆರಿಗೆ ಮತ್ತು ನೀರಿನ ಶುಲ್ಕ ವಸೂಲಾತಿಯ ಗುರಿಗೆ ತಕ್ಕಂತೆ ಕಾರ್ಯನಿರ್ವಹಿಸಲು ಸಂಘವು ಮತ್ತು ಬದ್ಧತೆಯನ್ನು ಹೊಂದಿರುವ ಸ್ವಸಹಾಯ ಸಂಘಗಳು ಮಾತ್ರ ಅರ್ಜಿ ಸಲ್ಲಿಸಬಹುದಾಗಿದೆ. (16, 2050, 381, 2107)
write-line: ಸಂಪಾದಕರಿಗೆ ಪತ್ರ, ದೂರುಗಳು, ಕುಂದು (1290, 806, 1436, 818)
order-line: Court Hosapete. (1383, 2341, 1463, 2354)
article-7-byline: ಹೊಸಪೇಟೆ ಟೈಮ್ಸ್ ನ್ಯೂಸ್ (900, 1511, 1015, 1526)
weather-city-row (1231, 1063, 1495, 1082)
advocate-place: Advocate, Hosapete. (1147, 2318, 1245, 2330)
column-divider (771, 1235, 773, 2381)
notice-body: Whereas the above named Plaintiff has filed the above suit against you and other Defendants for declaration inrespect of the suit schedule property. The above case is posted on 02.05.2026 for your appearance. Hence, you are hereby called upon to appear before this Hon'ble Court on 2.05.2026 at 8.00A.M. and to answer the material questions. Failing which, the suit will be heard and determined exparte against you. (1147, 2150, 1485, 2240)
article-2-paragraph: ನಿಷೇಧಿತ ಪ್ರದೇಶದಲ್ಲಿ ಯಾವುದೇ ರೀತಿಯ ಎಸ್.ಟಿ.ಡಿ., ಮೊಬೈಲ್ ಪೇಜರ್, ಝೆರಾಕ್ಸ್, ಟೈಪಿಂಗ್ ಮುಂತಾದವುಗಳನ್ನು ನಿಷೇಧಿಸಲಾಗಿದೆ. ಪರೀಕ್ಷೆಯಲ್ಲಿ ಪರೀಕ್ಷಾ ಪತ್ರ ಹೊಂದಿದ ಅಭ್ಯರ್ಥಿಗಳು ಹಾಗೂ ನಿಯೋಜಿತ ಶಿಕ್ಷಕರನ್ನು ಹೊರತುಪಡಿಸಿ ಇನ್ನುಳಿದವರಿಗೆ ಪರವಾನಿಗೆ ಇಲ್ಲದೇ ಪರೀಕ್ಷಾ ಕೇಂದ್ರದಲ್ಲಿ ಪ್ರವೇಶ ಮಾಡುವುದನ್ನು ನಿಷೇಧಿಸಲಾಗಿದೆ. ಪರೀಕ್ಷಾ ಕೇಂದ್ರಗಳ ಸುತ್ತಲೂ ಜನರು ಮಾರಕಾಸ್ತ್ರಗಳನ್ನು ಹಿಡಿದು ತಿರುಗಾಡುವುದನ್ನು ನಿಷೇಧಿಸಿದೆ. ಈ ಆದೇಶವು ಮದುವೆ, ಶವ ಸಂಸ್ಕಾರಗಳು ಹಾಗೂ ಇನ್ನಿತರ ಧಾರ್ಮಿಕ ಕಾರ್ಯಕ್ರಮಗಳಿಗೆ ಅನ್ವಯವಾಗುವುದಿಲ್ಲ ಎಂದು ಜಿಲ್ಲಾಧಿಕಾರಿಗಳು ತಮ್ಮ ಆದೇಶದಲ್ಲಿ ತಿಳಿಸಿದ್ದಾರೆ. (785, 395, 1212, 510)
contact-email[interactable]: ಇ-ಮೇಲ್: hospettimes@gmail.com (1258, 920, 1468, 936)
weather-min: ಕನಿಷ್ಠ : 29⁰ (1431, 997, 1488, 1011)
article-2-headline-line1: ಏಪ್ರಿಲ್ 27 ರಿಂದ ಮೇ 4 ರವರೆಗೆ (828, 84, 1164, 118)
article-6-subhead: ಫಲಾನುಭವಿಗಳಿಗೆ (ಮಹಿಳಾ ಕೃಷಿ ಕಾರ್ಮಿಕರು) ನಿಯಮಗಳು: (458, 1914, 703, 1929)
article-7-body-continued (785, 1744, 1128, 2093)
weather-min: ಕನಿಷ್ಠ : 32⁰ (1431, 1046, 1488, 1061)
article-1-paragraph: ಕೊಪ್ಪಳ : ಶ್ರೀ ಹುಲಿಗೆಮ್ಮ ದೇವಿ ಜಾತ್ರಾ ಅವಧಿಯಲ್ಲಿ ನಿರಂತರ ವಿದ್ಯುತ್ ಸರಬರಾಜು ಆಗಬೇಕು ಹಾಗೂ ಗುಡಿ-ಗೋಪುರಗಳಿಗೆ ವಿದ್ಯುತ್ ಅಲಂಕಾರ ಮತ್ತು ಬೆಳಕಿನ ವ್ಯವಸ್ಥೆ ಮಾಡುವಂತೆ ಕೊಪ್ಪಳ ಜಿಲ್ಲಾಧಿಕಾರಿಗಳಾದ ಡಾ. ಸುರೇಶ ಬಿ. ಇಟ್ನಾಳ ಅವರು ಸಂಬಂಧಿಸಿದ ಅಧಿಕಾರಿಗಳಿಗೆ ಸೂಚನೆ ನೀಡಿದ್ದಾರೆ. (22, 286, 255, 406)
article-4-body (19, 920, 765, 1526)
plaintiff-label: ..Plaintiff (1443, 1855, 1485, 1867)
article-5-paragraph: ಆಸಕ್ತ ಸ್ವಸಹಾಯ ಸಂಘಗಳು ಮೇ 06 ರೊಳಗೆ ಅರ್ಜಿ ಸಲ್ಲಿಸಲು ಅವಕಾಶವಿದ್ದು, ಅರ್ಜಿಯನ್ನು ಡೇ-ನಲ್ಮ್ ಶಾಖೆಯಿಂದ ಪಡೆದುಕೊಂಡು ಭರ್ತಿ ಮಾಡಿ ಸಲ್ಲಿಸಬಹುದಾಗಿದೆ. (16, 1721, 381, 1756)
epaper-url-line2[interactable]: epaper (1335, 237, 1390, 257)
article-1-paragraph: ಕೊಪ್ಪಳ ಜಿಲ್ಲೆಯ ಸುಪ್ರಸಿದ್ಧ ಧಾರ್ಮಿಕ ಕ್ಷೇತ್ರವಾದ ಹುಲಿಗಿ ಗ್ರಾಮದ ಶ್ರೀ ಹುಲಿಗೆಮ್ಮ ದೇವಿ ದೇವಸ್ಥಾನದ 2026ರ ವಾರ್ಷಿಕ ಜಾತ್ರಾ ಮಹೋತ್ಸವದ ಸಂದರ್ಭದಲ್ಲಿ ಯಾವುದೇ ರೀತಿಯ ವಿದ್ಯುತ್ ಸಮಸ್ಯೆಯಾಗದಂತೆ ನೋಡಿಕೊಳ್ಳಬೇಕು. ಈ ಹಿನ್ನೆಲೆಯಲ್ಲಿ ಜಾತ್ರಾ ಅವಧಿಯಲ್ಲಿ ಹೆಚ್ಚುವರಿ ವಿದ್ಯುತ್ ಸರಬರಾಜು ಮಾಡಲು ಅನುಕೂಲವಾಗುವಂತೆ ಹೆಚ್ಚುವರಿಯಾಗಿ ಒಂದು ವಿದ್ಯುತ್ ಪರಿವರ್ತಕವನ್ನು ಅಳವಡಿಸುವುದು ಒಟ್ಟಾರೆಯಾಗಿ 100 ಕೆ.ವ್ಹಾ ಹೆಚ್ಚುವರಿ ವಿದ್ಯುತ್ ಸರಬರಾಜು ಮಾಡಿಕೊಂಡು, ಜೆಸ್ಕಾಂ ಇಲಾಖೆಯ ಹೆಚ್ಚಿನ ಸಿಬ್ಬಂದಿಗಳನ್ನು ಜಾತ್ರಾ ಕಾಲದಲ್ಲಿ ನಿಯೋಜನೆ ಮಾಡಬೇಕು. (22, 412, 255, 658)
article-4-paragraph: ಜಿಲ್ಲೆಯ ಟಾಪರ್‌ಗಳ ಪಟ್ಟಿ: ಕುಕನೂರಿನ ಎಸ್‌ಎಫ್‌ಎಸ್ ಪ್ರೌಢಶಾಲೆಯ ವಿದ್ಯಾರ್ಥಿನಿ ಅವರು ಒಟ್ಟು 625ಕ್ಕೆ 622 ಅಂಕಗಳನ್ನು (99.52%) ಪಡೆಯುವ ಮೂಲಕ ಕೊಪ್ಪಳ ಜಿಲ್ಲೆಗೆ ಪ್ರಥಮ ಸ್ಥಾನ ಪಡೆದುಕೊಂಡಿದ್ದಾರೆ. ಅದೇ ರೀತಿ ಕನಕಗಿರಿಯ ಎಂ.ಡಿ.ಆರ್.ಎಸ್ ವಿದ್ಯಾರ್ಥಿ ಅವರು 625ಕ್ಕೆ 621 (99.36%) ಅಂಕಗಳೊಂದಿಗೆ ಜಿಲ್ಲೆಗೆ ದ್ವಿತೀಯ ಸ್ಥಾನವನ್ನು ಪಡೆದುಕೊಂಡಿದ್ದಾರೆ. 625ಕ್ಕೆ 620 ಅಂಕಗಳನ್ನು (99.20%) ಪಡೆಯುವ ಮೂಲಕ ಜಿಲ್ಲೆಗೆ ತೃತೀಯ ಸ್ಥಾನ ಪಡೆದುಕೊಂಡಿದ್ದಾರೆ. (271, 923, 765, 1215)
article-3-paragraph: ಕೊಪ್ಪಳ : ಕನಕಗಿರಿ ಉತ್ಸವ-2026ರ ಸಾಂಸ್ಕೃತಿಕ ಕಾರ್ಯಕ್ರಮಕ್ಕೆ ಕಲಾ ತಂಡ-ಕಲಾವಿದರ ಆಯ್ಕೆಗಾಗಿ ಅರ್ಜಿ ಆಹ್ವಾನಿಸಲಾಗಿದೆ. (785, 837, 1212, 872)
article-3-paragraph: ಅರ್ಜಿಯನ್ನು ಸದಸ್ಯ ಕಾರ್ಯದರ್ಶಿಗಳು, ಸಾಂಸ್ಕೃತಿಕ ಸಮಿತಿ ಹಾಗೂ ಸಹಾಯಕ ನಿರ್ದೇಶಕರು, ಕನ್ನಡ ಮತ್ತು ಸಂಸ್ಕೃತಿ ಇಲಾಖೆ, ಜಿಲ್ಲಾಡಳಿತ ಭವನದ 1ನೇ ಮಹಡಿ ಕೊಪ್ಪಳ-583231 ರವರಿಗೆ ಮೇ 2ರ ಸಂಜೆ 4 ಗಂಟೆಯೊಳಗಾಗಿ ಅಂಚೆ ಮೂಲಕ ಅಥವಾ ಖುದ್ದಾಗಿ ಸಲ್ಲಿಸಬೇಕು ಎಂದು ಜಿಲ್ಲಾಧಿಕಾರಿಗಳಾದ ಡಾ. ಸುರೇಶ ಬಿ. ಇಟ್ನಾಳ ಅವರು ಪ್ರಕಟಣೆಯಲ್ಲಿ ತಿಳಿಸಿದ್ದಾರೆ. (785, 979, 1212, 1054)
article-4-paragraph: 2025-26ನೇ ಸಾಲಿನ ಎಸ್.ಎಸ್.ಎಲ್.ಸಿ ಪರೀಕ್ಷೆ-1ರ ಪರೀಕ್ಷೆಗೆ ಜಿಲ್ಲೆಯಲ್ಲಿ ಒಟ್ಟು 21,433 ವಿದ್ಯಾರ್ಥಿಗಳು ಹಾಜರಾಗಿದ್ದು, ಅದರಲ್ಲಿ 19,802 ವಿದ್ಯಾರ್ಥಿಗಳು ಉತ್ತೀರ್ಣರಾಗಿದ್ದಾರೆ. ರಾಜ್ಯ ಮಟ್ಟದ ಫಲಿತಾಂಶದಲ್ಲಿ ಕೊಪ್ಪಳ ಜಿಲ್ಲೆ ಈ ಬಾರಿ 25ನೇ ಸ್ಥಾನವನ್ನು ಪಡೆದಿದ್ದು, ಕಳೆದ ವರ್ಷ (2024-25) ಪಡೆದಿದ್ದ 30ನೇ ಸ್ಥಾನದಿಂದ 5 ಸ್ಥಾನಗಳ ಏರಿಕೆ ಸಾಧಿಸಿದೆ. (19, 1042, 261, 1175)
ads-title: ಜಾಹೀರಾತುಗಳಿಗಾಗಿ (1275, 430, 1451, 461)
sidebar-promo-line: ಓದಬಹುದು, ಓದುಗರು, ಪತ್ರಿಕೆ ಓದಲು (1279, 174, 1446, 190)
defendants-name: Bharamalingappa and others. (1147, 1886, 1279, 1898)
article-3-header (777, 684, 1216, 831)
versus: -Vs- (1306, 1870, 1326, 1883)
write-line: ವಾಟ್ಸ್ ಆಫ್ ನಂ (1332, 838, 1394, 851)
section-divider (786, 2096, 1129, 2097)
article-2-paragraph: ಡಿ.ಇಎಲ್.ಇಡಿ ಪರೀಕ್ಷೆಗಳು ಏಪ್ರಿಲ್ 27 ರಿಂದ ಮೇ 4ರ ವರೆಗೆ ಬೆಳಿಗ್ಗೆ 10 ರಿಂದ ಮಧ್ಯಾಹ್ನ 1 ಗಂಟೆಯವರೆಗೆ ಮುನಿರಾಬಾದ್ ಗ್ರಾಮದಲ್ಲಿರುವ ಕೊಪ್ಪಳ ಜಿಲ್ಲಾ ಶಿಕ್ಷಣ ಮತ್ತು ತರಬೇತಿ ಸಂಸ್ಥೆ ಡಿ.ಎಸ್.ಇ.ಆರ್.ಟಿ ಏಜಾನದಲ್ಲಿ ಜರುಗಲಿದ್ದು, ಪರೀಕ್ಷಾ ಕೇಂದ್ರದಲ್ಲಿ ಯಾವುದೇ ರೀತಿಯ ಅಕ್ರಮ, ಅಹಿತಕರ ಘಟನೆಗಳು ನಡೆಯದಂತೆ ತಡೆಗಟ್ಟಲು ಭಾರತೀಯ ನಾಗರಿಕ ಸುರಕ್ಷಾ ಸಂಹಿತೆ 2023ರ ಕಲಂ 163ರ ಅನ್ವಯ ಪರೀಕ್ಷಾ ಕೇಂದ್ರಗಳ ಸುತ್ತಲಿನ 200 ಮೀಟರ್ ಅಂತರದ ಪ್ರದೇಶದಲ್ಲಿ ವಿವಿಧ ಷರತ್ತಿಗೆ ಒಳಪಟ್ಟು ನಿಷೇಧಾಜ್ಞೆ ಜಾರಿಗೊಳಿಸಲಾಗಿದೆ. (785, 273, 1212, 389)
press-name: ಅಪೂರ್ವ ಆಫ್‌ಸೆಟ್ ಪ್ರಿಂಟರ್ಸ್ (1278, 334, 1448, 353)
article-7-paragraph: ಬಳ್ಳಾರಿ:ಸಂಡೂರು ತಾಲ್ಲೂಕು ಆಡಳಿತ, ತಾಲ್ಲೂಕು ಪಂಚಾಯಿತಿ, ಕಾರ್ಮಿಕ ಇಲಾಖೆ ಹಾಗೂ ವಿವಿಧ ಇಲಾಖೆಗಳ ಸಂಯುಕ್ತಾಶ್ರಯದಲ್ಲಿ ಏ.26 ರಂದು ಬೆಳಿಗ್ಗೆ 10 ಗಂಟೆಗೆ ಸಂಡೂರು ತಾಲ್ಲೂಕಿನ ತಾಳೂರು ಗ್ರಾಮದ ಸರ್ಕಾರಿ ಪ್ರೌಢಶಾಲೆ ಆವರಣದಲ್ಲಿ ಸಂಡೂರು ಸಂಕಲ್ಪ ಸಮರ್ಪಣಾ ಸಮಾವೇಶ-2 ಕಾರ್ಯಕ್ರಮ ಆಯೋಜಿಸಲಾಗಿದೆ. (785, 1534, 1138, 1611)
weather-row (1231, 995, 1495, 1014)
write-line: ಕೊರತೆಗಳ ಬಗ್ಗೆ ಬರೆದು ಕಳಿಸಿಕೊಡಿ (1300, 822, 1426, 834)
article-7-headline-line1: ಇಂದು ಸಂಡೂರು ಸಂಕಲ್ಪ ಸಮರ್ಪಣಾ (900, 1376, 1387, 1423)
article-6-subhead: ಭೂ-ಮಾಲೀಕರಿಗೆ ಸೂಚನೆಗಳು: (517, 1832, 644, 1846)
masthead-rule (6, 64, 1218, 69)
notice-to: To, (1147, 1917, 1162, 1930)
sidebar-divider (1239, 422, 1487, 423)
sidebar-ads (1229, 67, 1497, 1230)
office-address-label: ಕಚೇರಿ ವಿಳಾಸ (1324, 309, 1401, 329)
section-divider (777, 1355, 1511, 1357)
sidebar-promo-line: ಗೂಗಲ್ ಅಥವಾ ಕ್ರೋಮ್‌ನಲ್ಲಿ (1299, 194, 1427, 210)
addressee: 9(d) Smt. Hemavathi D/o late. K.Shivaramappa, Agriculturist, R/o 15th Ward, Kurubara Oni, Kamalapura, Hosapete Taluk, Vijayanagara Dist., (1147, 2010, 1469, 2054)
weather-max: : ಗರಿಷ್ಠ : 41⁰, (1313, 997, 1386, 1011)
article-7-paragraph: ಸಂಡೂರು ವಿಧಾನಸಭಾ ಕ್ಷೇತ್ರದ ಶಾಸಕರಾದ ಈ.ಅನ್ನಪೂರ್ಣ ಅವರು ಕಾರ್ಯಕ್ರಮದ ಅಧ್ಯಕ್ಷತೆ ವಹಿಸುವರು. ಮುಖ್ಯ ಅತಿಥಿಗಳಾಗಿ ಲೋಕಸಭಾ ಸದಸ್ಯರು, ರಾಜ್ಯಸಭಾ ಸದಸ್ಯರು, ವಿಧಾನ ಪರಿಷತ್ ಸದಸ್ಯರು, ಕರ್ನಾಟಕ ರಾಜ್ಯ ಖನಿಜ ನಿಗಮದ ಅಧ್ಯಕ್ಷರು ಸೇರಿದಂತೆ ವಿವಿಧ ನಿಗಮ ಮಂಡಳಿಗಳ ಅಧ್ಯಕ್ಷರು ಹಾಗೂ ಸ್ಥಳೀಯ ಜನಪ್ರತಿನಿಧಿಗಳು ಭಾಗವಹಿಸುವರು. (785, 1534, 1503, 1735)
issue-date: ಭಾನುವಾರ 26-04-2026 (23, 33, 229, 56)
article-8-text: ಪ್ರಸಕ್ತ ಸಾಲಿನಲ್ಲಿ 2 ಮಿಶ್ರ ತಳಿ ಹಸು ಹೊಂದಿರುವ ರೈತರಿಗೆ ಶೇ.50ರಷ್ಟು ಸಹಾಯಧನದಡಿ 2 ರಬ್ಬರ್ ಮ್ಯಾಟ್ ಮತ್ತು ಶೇ.50ರಷ್ಟು ಫಲಾನುಭವಿಯ ವಂತಿಕೆಯೊಂದಿಗೆ ನೀಡುವ ಘಟಕಕ್ಕಾಗಿ ಅರ್ಜಿ ಆಹ್ವಾನಿಸಲಾಗಿದೆ. ಇದೇ ಏಪ್ರಿಲ್ 30 ಅರ್ಜಿ ಸಲ್ಲಿಸಲು ಕೊನೆಯ ದಿನವಾಗಿದೆ. ಆಸಕ್ತರು ಅಗತ್ಯ ದಾಖಲೆಗಳೊಂದಿಗೆ ಆಯಾ ತಾಲ್ಲೂಕು ಪಶು ಆಸ್ಪತ್ರೆಯಲ್ಲಿ ಸಲ್ಲಿಸಬೇಕು. ಅವಧಿ ನಂತರ ಬಂದಂತಹ ಅರ್ಜಿಗಳನ್ನು ಪರಿಗಣಿಸಲಾಗುವುದಿಲ್ಲ ಎಂದು ಪಶುಪಾಲನ ಮತ್ತು ಪಶುವೈದ್ಯಕೀಯ ಸೇವಾ ಇಲಾಖೆಯ ಮುಖ್ಯ ಪಶುವೈದ್ಯಧಿಕಾರಿಗಳು ಪ್ರಕಟಣೆಯಲ್ಲಿ ತಿಳಿಸಿದ್ದಾರೆ. (785, 2166, 1128, 2302)
plaintiff-line: Peethadyaksharu, Hampi (1147, 1855, 1259, 1867)
sidebar-logo-2: ಹೊಸಪೇಟೆ ಟೈಮ್ಸ್ (1237, 270, 1488, 304)
article-1-header (8, 78, 769, 280)
article-6-paragraph: ಅರ್ಜಿದಾರರು ಪರಿಶಿಷ್ಟ ಪಂಗಡದ ಭೂ-ರಹಿತ ಮಹಿಳಾ ಕೃಷಿ ಕಾರ್ಮಿಕರಾಗಿರಬೇಕು. ಜಾತಿ ಮತ್ತು ಆದಾಯ ಪ್ರಮಾಣ ಪತ್ರ, ಆಧಾರ್ ಕಾರ್ಡ್ ಹಾಗೂ ಮತದಾರರ ಗುರುತಿನ ಚೀಟಿಯ ಪ್ರತಿಗಳನ್ನು ಲಗತ್ತಿಸಬೇಕು. (396, 1934, 765, 1991)
ads-line: ಭಾವನಾತ್ಮಕ ಶುಭಾಶಯಗಳು, (1308, 586, 1418, 600)
address-line: ವಿಜಯನಗರ ಜಿಲ್ಲೆ. (1319, 398, 1407, 415)
order-line: By order of Court (1379, 2279, 1467, 2291)
article-4-paragraph: 96 ಶಾಲೆಗಳಲ್ಲಿ ಪ್ರತಿಶತ 100ರಷ್ಟು ಫಲಿತಾಂಶ: ಜಿಲ್ಲೆಯ ಒಟ್ಟು 96 ಪ್ರೌಢಶಾಲೆಗಳು 100% ಫಲಿತಾಂಶ ಸಾಧಿಸಿದ್ದು, ಯಲಬುರ್ಗಾ ತಾಲೂಕಿನ 35, ಗಂಗಾವತಿಯ 16, ಕುಷ್ಟಗಿಯ 16 ಮತ್ತು ಕೊಪ್ಪಳ ತಾಲ್ಲೂಕಿನ 29 ಶಾಲೆಗಳಲ್ಲಿ ಶೇ. 100ರಷ್ಟು ಫಲಿತಾಂಶ ದಾಖಲೆಯಾಗಿದೆ. ಇದರಲ್ಲಿ ಜಿಲ್ಲೆಯ 34 ಸರ್ಕಾರಿ ಪ್ರೌಢಶಾಲೆಗಳು, 05 ಅನುದಾನಿತ ಪ್ರೌಢಶಾಲೆಗಳು, 39 ಅನುದಾನ ರಹಿತ ಪ್ರೌಢಶಾಲೆಗಳು ಮತ್ತು 18 ವಸತಿ ಶಾಲೆಗಳು ಒಳಗೊಂಡಿರುತ್ತವೆ. (271, 1002, 513, 1156)
sidebar-divider (1239, 697, 1487, 698)
article-2-headline-line2-red: ನಿಷೇಧಾಜ್ಞೆ ಜಾರಿ (1038, 130, 1195, 165)
ads-title-contact: ಸಂಪರ್ಕಿಸಿ (1319, 465, 1407, 497)
